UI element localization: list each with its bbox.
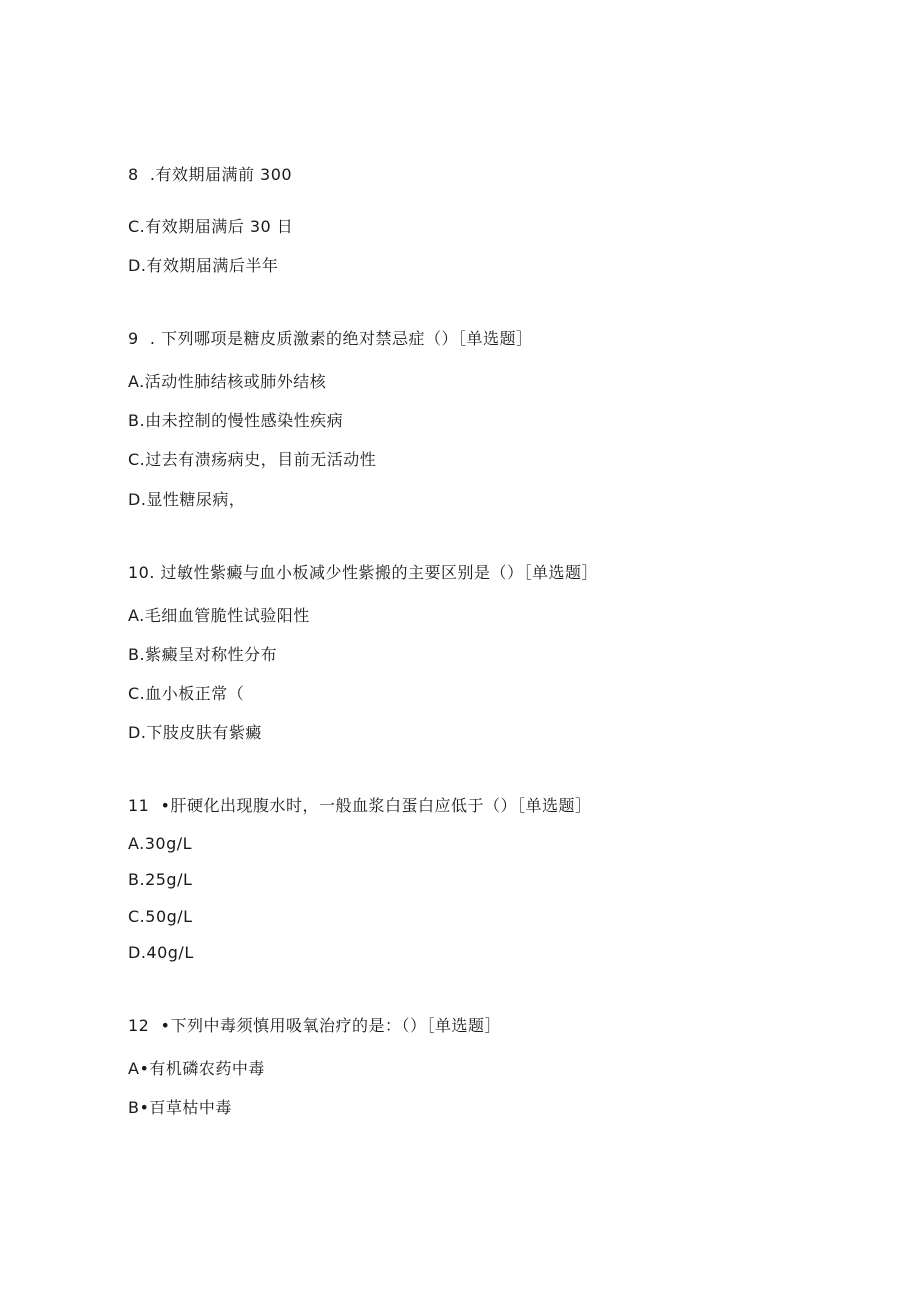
question-10: 10. 过敏性紫癜与血小板减少性紫搬的主要区别是（）［单选题］	[128, 563, 599, 582]
option-a-q10: A.毛细血管脆性试验阳性	[128, 606, 310, 625]
option-b-q11: B.25g∕L	[128, 870, 193, 889]
question-12: 12 •下列中毒须慎用吸氧治疗的是：（）［单选题］	[128, 1016, 501, 1035]
option-a-q9: A.活动性肺结核或肺外结核	[128, 372, 327, 391]
option-b-q9: B.由未控制的慢性感染性疾病	[128, 411, 344, 430]
option-c-q11: C.50g∕L	[128, 907, 193, 926]
option-c-q9: C.过去有溃疡病史，目前无活动性	[128, 450, 377, 469]
question-11: 11 •肝硬化出现腹水时，一般血浆白蛋白应低于（）［单选题］	[128, 796, 592, 815]
option-b-q10: B.紫癜呈对称性分布	[128, 645, 278, 664]
option-d-q11: D.40g∕L	[128, 943, 194, 962]
option-d-q8: D.有效期届满后半年	[128, 256, 279, 275]
option-b-q8: 8 .有效期届满前 300	[128, 165, 293, 184]
option-a-q12: A•有机磷农药中毒	[128, 1059, 265, 1078]
option-a-q11: A.30g∕L	[128, 834, 193, 853]
option-d-q9: D.显性糖尿病，	[128, 490, 246, 509]
option-c-q10: C.血小板正常（	[128, 684, 245, 703]
option-d-q10: D.下肢皮肤有紫癜	[128, 723, 262, 742]
question-9: 9 . 下列哪项是糖皮质激素的绝对禁忌症（）［单选题］	[128, 329, 533, 348]
option-c-q8: C.有效期届满后 30 日	[128, 217, 294, 236]
option-b-q12: B•百草枯中毒	[128, 1098, 232, 1117]
